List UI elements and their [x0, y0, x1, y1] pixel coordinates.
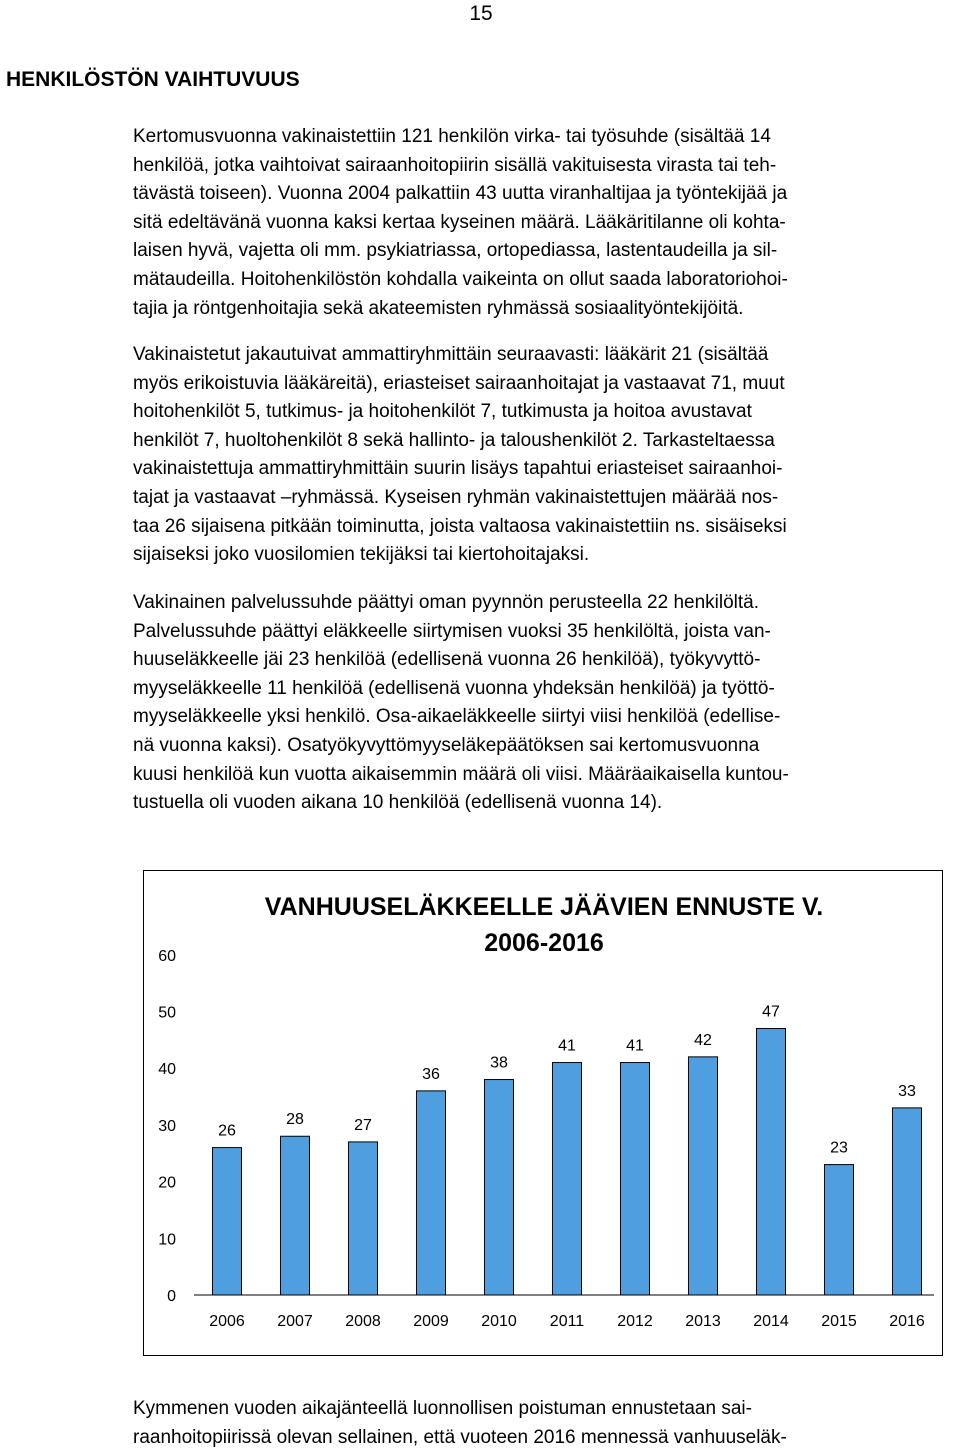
x-tick-label: 2012	[617, 1313, 653, 1330]
text-line: Vakinainen palvelussuhde päättyi oman pyynnön perusteella 22 henkilöltä.	[133, 592, 760, 613]
text-line: tajia ja röntgenhoitajia sekä akateemisten ryhmässä sosiaalityöntekijöitä.	[133, 297, 744, 319]
text-line: Kymmenen vuoden aikajänteellä luonnollisen poistuman ennustetaan sai-	[133, 1398, 752, 1419]
paragraph-turnover-summary	[133, 123, 953, 323]
bar	[553, 1063, 582, 1295]
x-tick-label: 2010	[481, 1313, 517, 1330]
y-tick-label: 20	[158, 1174, 176, 1192]
x-tick-label: 2008	[345, 1313, 381, 1330]
bar	[757, 1029, 786, 1295]
text-line: Kertomusvuonna vakinaistettiin 121 henkilön virka- tai työsuhde (sisältää 14	[133, 126, 771, 147]
text-line: henkilöä, jotka vaihtoivat sairaanhoitopiirin sisällä vakituisesta virasta tai teh-	[133, 154, 777, 176]
bar	[417, 1091, 446, 1295]
bar	[213, 1148, 242, 1295]
bar	[281, 1136, 310, 1295]
text-line: taa 26 sijaisena pitkään toiminutta, joista valtaosa vakinaistettiin ns. sisäiseksi	[133, 515, 787, 537]
retirement-forecast-chart	[143, 870, 943, 1356]
paragraph-professional-groups	[133, 341, 953, 570]
text-line: myös erikoistuvia lääkäreitä), eriasteiset sairaanhoitajat ja vastaavat 71, muut	[133, 372, 785, 394]
data-label: 42	[694, 1031, 712, 1049]
data-label: 23	[830, 1139, 848, 1157]
y-tick-label: 40	[158, 1061, 176, 1079]
x-tick-label: 2009	[413, 1313, 449, 1330]
x-tick-label: 2015	[821, 1313, 857, 1330]
data-label: 28	[286, 1111, 304, 1129]
text-line: vakinaistettuja ammattiryhmittäin suurin lisäys tapahtui eriasteiset sairaanhoi-	[133, 458, 783, 480]
text-line: myyseläkkeelle yksi henkilö. Osa-aikaeläkkeelle siirtyi viisi henkilöä (edellise-	[133, 706, 781, 728]
text-line: nä vuonna kaksi). Osatyökyvyttömyyseläkepäätöksen sai kertomusvuonna	[133, 734, 760, 756]
bar	[825, 1165, 854, 1295]
bar	[893, 1108, 922, 1295]
bar	[689, 1057, 718, 1295]
section-heading: HENKILÖSTÖN VAIHTUVUUS	[6, 68, 300, 91]
page-number: 15	[469, 2, 493, 25]
y-tick-label: 50	[158, 1004, 176, 1022]
text-line: Palvelussuhde päättyi eläkkeelle siirtymisen vuoksi 35 henkilöltä, joista van-	[133, 620, 771, 642]
text-line: sijaiseksi joko vuosilomien tekijäksi tai kiertohoitajaksi.	[133, 544, 590, 566]
paragraph-employment-ended	[133, 589, 953, 818]
data-label: 47	[762, 1003, 780, 1021]
text-line: tajat ja vastaavat –ryhmässä. Kyseisen ryhmän vakinaistettujen määrää nos-	[133, 486, 779, 508]
text-line: kuusi henkilöä kun vuotta aikaisemmin määrä oli viisi. Määräaikaisella kuntou-	[133, 763, 789, 785]
y-tick-label: 10	[158, 1231, 176, 1249]
text-line: huuseläkkeelle jäi 23 henkilöä (edellisenä vuonna 26 henkilöä), työkyvyttö-	[133, 649, 761, 671]
chart-title	[204, 889, 884, 961]
data-label: 38	[490, 1054, 508, 1072]
text-line: hoitohenkilöt 5, tutkimus- ja hoitohenkilöt 7, tutkimusta ja hoitoa avustavat	[133, 401, 752, 423]
y-tick-label: 60	[158, 947, 176, 965]
x-tick-label: 2013	[685, 1313, 721, 1330]
x-tick-label: 2016	[889, 1313, 925, 1330]
y-tick-label: 30	[158, 1117, 176, 1135]
x-tick-label: 2006	[209, 1313, 245, 1330]
bar	[349, 1142, 378, 1295]
data-label: 27	[354, 1116, 372, 1134]
paragraph-forecast	[133, 1395, 953, 1452]
chart-title-line: VANHUUSELÄKKEELLE JÄÄVIEN ENNUSTE V.	[264, 893, 824, 921]
text-line: tävästä toiseen). Vuonna 2004 palkattiin 43 uutta viranhaltijaa ja työntekijää ja	[133, 183, 788, 205]
text-line: Vakinaistetut jakautuivat ammattiryhmittäin seuraavasti: lääkärit 21 (sisältää	[133, 344, 769, 365]
x-tick-label: 2011	[549, 1313, 585, 1330]
bar	[621, 1063, 650, 1295]
text-line: mätaudeilla. Hoitohenkilöstön kohdalla vaikeinta on ollut saada laboratoriohoi-	[133, 268, 788, 290]
chart-title-line: 2006-2016	[484, 929, 604, 957]
text-line: raanhoitopiirissä olevan sellainen, että vuoteen 2016 mennessä vanhuuseläk-	[133, 1426, 787, 1448]
y-tick-label: 0	[167, 1288, 176, 1305]
text-line: myyseläkkeelle 11 henkilöä (edellisenä vuonna yhdeksän henkilöä) ja työttö-	[133, 677, 775, 699]
text-line: henkilöt 7, huoltohenkilöt 8 sekä hallinto- ja taloushenkilöt 2. Tarkasteltaessa	[133, 429, 775, 451]
text-line: tustuella oli vuoden aikana 10 henkilöä (edellisenä vuonna 14).	[133, 792, 663, 814]
data-label: 41	[558, 1037, 576, 1055]
data-label: 41	[626, 1037, 644, 1055]
data-label: 33	[898, 1082, 916, 1100]
data-label: 26	[218, 1122, 236, 1140]
text-line: sitä edeltävänä vuonna kaksi kertaa kyseinen määrä. Lääkäritilanne oli kohta-	[133, 211, 786, 233]
x-tick-label: 2014	[753, 1313, 789, 1330]
x-tick-label: 2007	[277, 1313, 313, 1330]
bar	[485, 1080, 514, 1295]
data-label: 36	[422, 1065, 440, 1083]
text-line: laisen hyvä, vajetta oli mm. psykiatriassa, ortopediassa, lastentaudeilla ja sil-	[133, 240, 778, 262]
